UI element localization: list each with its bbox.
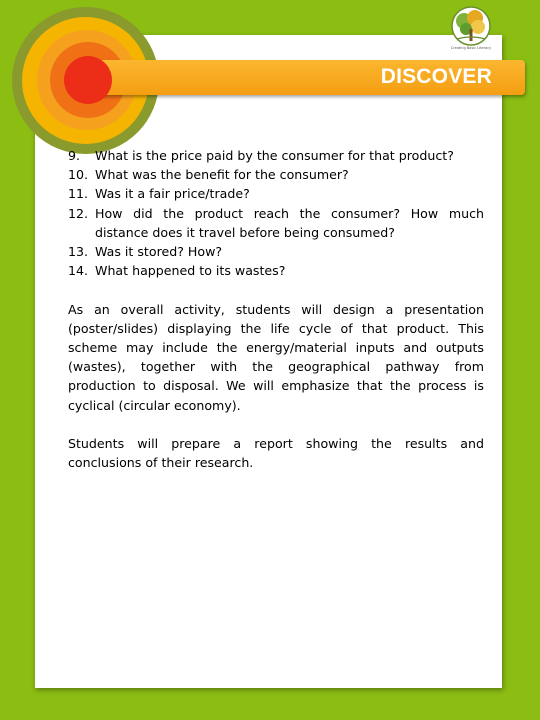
tree-logo-icon <box>447 5 495 47</box>
logo-caption: Creating Basic Literacy <box>450 46 492 50</box>
list-number: 12. <box>68 205 89 221</box>
list-item <box>68 146 484 165</box>
list-text: Was it a fair price/trade? <box>95 186 250 202</box>
list-number: 10. <box>68 167 89 183</box>
list-text: What was the benefit for the consumer? <box>95 167 349 183</box>
slide-content <box>68 146 484 472</box>
activity-paragraph: As an overall activity, students will design a presentation (poster/slides) displaying the life cycle of that product. This scheme may include the energy/material inputs and outputs (wastes), together with the geographical pathway from production to disposal. We will emphasize that the process is cyclical (circular economy). <box>68 301 484 413</box>
question-list <box>68 146 484 280</box>
list-text: How did the product reach the consumer? How much distance does it travel before being consumed? <box>95 205 484 240</box>
list-text: What happened to its wastes? <box>95 263 286 279</box>
list-item <box>68 165 484 184</box>
list-item <box>68 261 484 280</box>
project-logo <box>447 5 495 57</box>
decorative-circle-center <box>64 56 112 104</box>
section-banner <box>97 60 525 95</box>
list-number: 11. <box>68 186 89 202</box>
list-item <box>68 242 484 261</box>
list-text: What is the price paid by the consumer for that product? <box>95 148 454 163</box>
list-text: Was it stored? How? <box>95 244 223 260</box>
report-paragraph: Students will prepare a report showing the results and conclusions of their research. <box>68 436 484 471</box>
list-item <box>68 184 484 203</box>
list-number: 13. <box>68 244 89 260</box>
list-number: 9. <box>68 148 81 163</box>
list-number: 14. <box>68 263 89 279</box>
banner-title: DISCOVER <box>380 65 492 88</box>
list-item <box>68 204 484 242</box>
